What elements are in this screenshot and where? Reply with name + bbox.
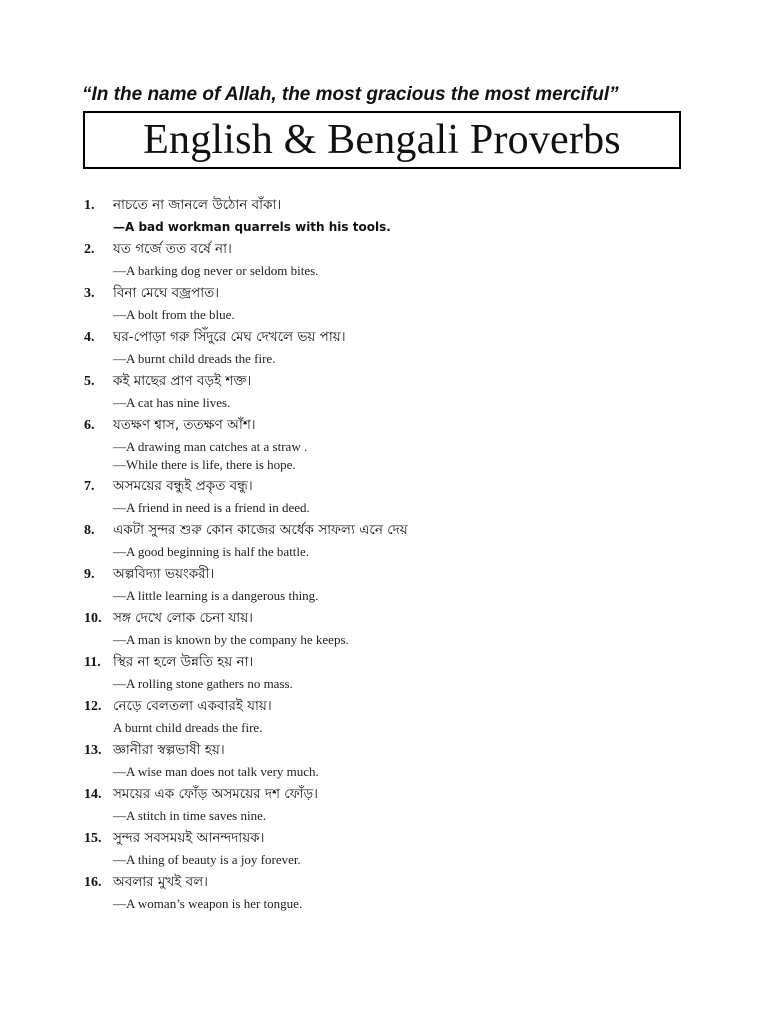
bengali-proverb: নাচতে না জানলে উঠোন বাঁকা। xyxy=(113,197,282,213)
bengali-proverb: অবলার মুখই বল। xyxy=(113,874,208,890)
bengali-proverb: যত গর্জে তত বর্ষে না। xyxy=(113,241,232,257)
proverb-number: 6. xyxy=(84,418,95,433)
bengali-proverb: ঘর-পোড়া গরু সিঁদুরে মেঘ দেখলে ভয় পায়। xyxy=(113,329,346,345)
english-proverb: —A barking dog never or seldom bites. xyxy=(113,263,319,278)
english-proverb: —A little learning is a dangerous thing. xyxy=(113,588,319,603)
english-proverb: —A wise man does not talk very much. xyxy=(113,764,319,779)
bengali-proverb: অল্পবিদ্যা ভয়ংকরী। xyxy=(113,566,215,582)
bengali-proverb: জ্ঞানীরা স্বল্পভাষী হয়। xyxy=(113,742,225,758)
bengali-proverb: যতক্ষণ শ্বাস, ততক্ষণ আঁশ। xyxy=(113,417,256,433)
bismillah-line: “In the name of Allah, the most gracious the most merciful” xyxy=(82,84,619,105)
bengali-proverb: বিনা মেঘে বজ্রপাত। xyxy=(113,285,220,301)
english-proverb: —A good beginning is half the battle. xyxy=(113,544,310,559)
english-proverb: —A bolt from the blue. xyxy=(113,307,235,322)
proverb-number: 10. xyxy=(84,611,102,626)
bengali-proverb: অসময়ের বন্ধুই প্রকৃত বন্ধু। xyxy=(113,478,253,494)
proverb-number: 8. xyxy=(84,523,95,538)
english-proverb: —A thing of beauty is a joy forever. xyxy=(113,852,301,867)
english-proverb: —A burnt child dreads the fire. xyxy=(113,351,276,366)
bengali-proverb: সুন্দর সবসময়ই আনন্দদায়ক। xyxy=(113,830,265,846)
english-proverb: —A drawing man catches at a straw . xyxy=(113,439,308,454)
proverb-number: 13. xyxy=(84,743,102,758)
bengali-proverb: সময়ের এক ফোঁড় অসময়ের দশ ফোঁড়। xyxy=(113,786,318,802)
proverb-number: 7. xyxy=(84,479,95,494)
proverb-number: 11. xyxy=(84,655,101,670)
english-proverb: —A friend in need is a friend in deed. xyxy=(113,500,310,515)
english-proverb: —A man is known by the company he keeps. xyxy=(113,632,349,647)
bengali-proverb: সঙ্গ দেখে লোক চেনা যায়। xyxy=(113,610,253,626)
bengali-proverb: কই মাছের প্রাণ বড়ই শক্ত। xyxy=(113,373,252,389)
proverb-number: 5. xyxy=(84,374,95,389)
proverb-number: 4. xyxy=(84,330,95,345)
english-proverb: —A rolling stone gathers no mass. xyxy=(113,676,293,691)
english-proverb: —While there is life, there is hope. xyxy=(113,457,296,472)
proverb-number: 16. xyxy=(84,875,102,890)
proverb-number: 14. xyxy=(84,787,102,802)
proverb-number: 3. xyxy=(84,286,95,301)
proverb-number: 9. xyxy=(84,567,95,582)
english-proverb: A burnt child dreads the fire. xyxy=(113,720,263,735)
english-proverb: —A woman’s weapon is her tongue. xyxy=(113,896,303,911)
proverb-number: 12. xyxy=(84,699,102,714)
page-title: English & Bengali Proverbs xyxy=(143,117,621,163)
bengali-proverb: স্থির না হলে উন্নতি হয় না। xyxy=(113,654,254,670)
bengali-proverb: একটা সুন্দর শুরু কোন কাজের অর্ধেক সাফল্য এনে দেয় xyxy=(113,522,408,538)
proverb-number: 15. xyxy=(84,831,102,846)
bengali-proverb: নেড়ে বেলতলা একবারই যায়। xyxy=(113,698,272,714)
proverb-number: 2. xyxy=(84,242,95,257)
proverb-number: 1. xyxy=(84,198,95,213)
english-proverb: —A cat has nine lives. xyxy=(113,395,231,410)
english-proverb: —A stitch in time saves nine. xyxy=(113,808,267,823)
english-proverb: —A bad workman quarrels with his tools. xyxy=(113,220,391,234)
